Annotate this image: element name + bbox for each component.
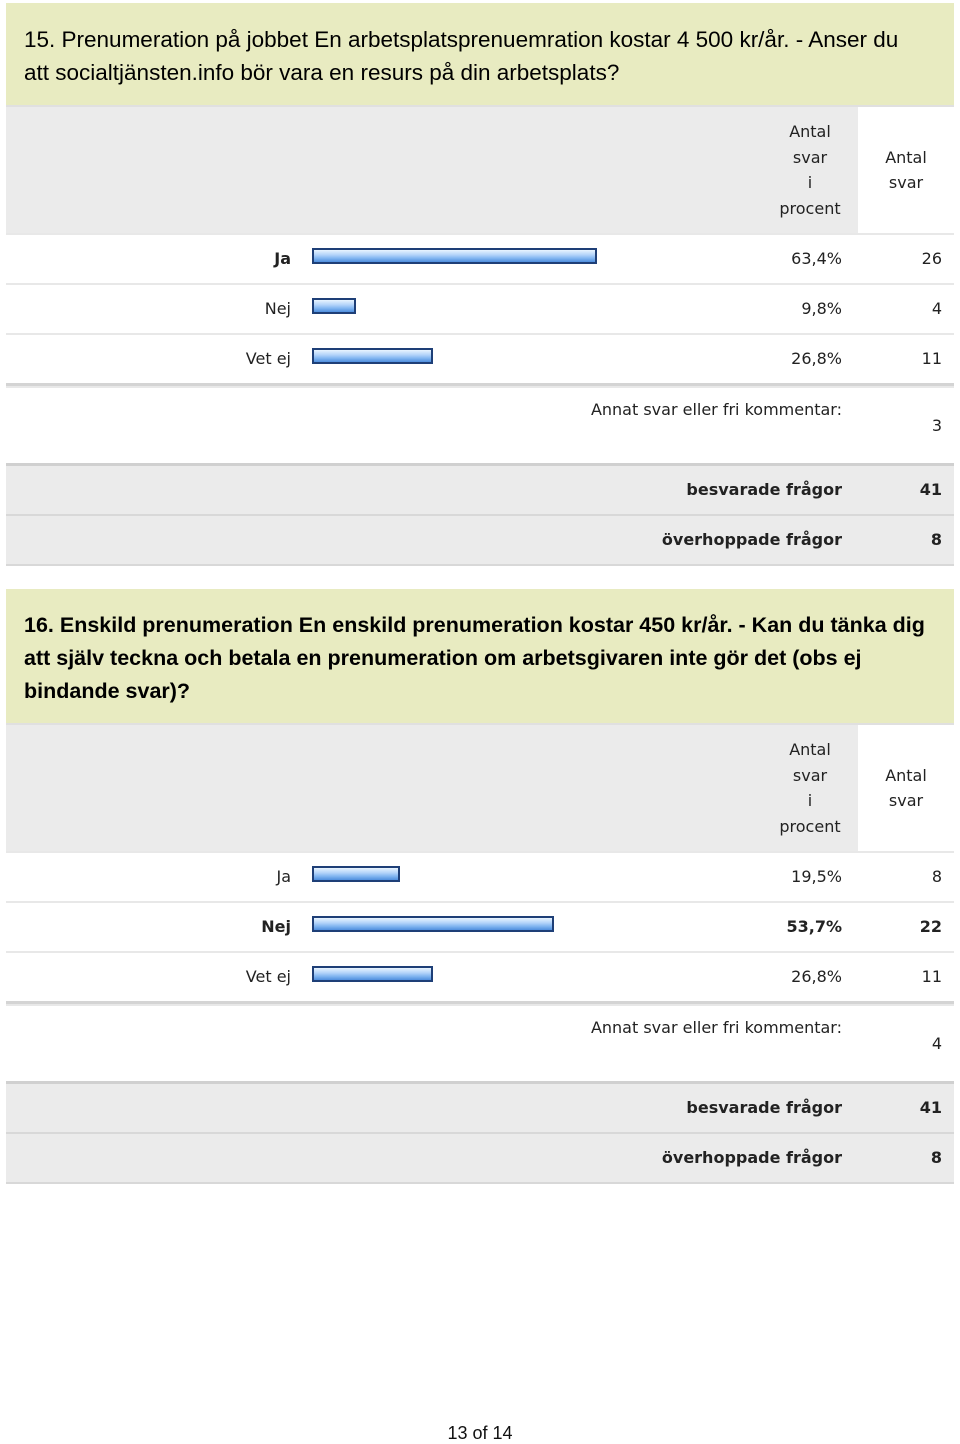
page-number: 13 of 14 [447,1423,513,1443]
skipped-count: 8 [930,530,942,549]
answer-bar [312,248,597,264]
summary-stats [6,1081,954,1184]
answer-label: Vet ej [245,967,291,986]
answer-row-ja [6,233,954,283]
answer-row-vet-ej [6,951,954,1004]
column-header [6,105,954,233]
answer-percent: 9,8% [801,299,842,318]
answer-row-nej [6,901,954,951]
answer-label: Nej [261,917,291,936]
answered-label: besvarade frågor [686,1098,842,1117]
header-percent: Antal svar i procent [779,122,841,218]
answer-bar [312,348,433,364]
question-title: 16. Enskild prenumeration En enskild prenumeration kostar 450 kr/år. - Kan du tänka dig att själv teckna och betala en prenumeration om arbetsgivaren inte gör det (obs ej bindande svar)? [6,589,954,723]
answer-count: 11 [921,967,942,986]
answered-count: 41 [919,480,942,499]
skipped-row [6,516,954,566]
skipped-count: 8 [930,1148,942,1167]
header-percent: Antal svar i procent [779,740,841,836]
answer-label: Ja [276,867,291,886]
header-count: Antal svar [858,725,954,851]
answer-row-vet-ej [6,333,954,386]
column-header [6,723,954,851]
answer-bar [312,916,554,932]
question-15 [6,3,954,566]
answer-count: 22 [919,917,942,936]
answer-row-nej [6,283,954,333]
skipped-label: överhoppade frågor [661,1148,842,1167]
summary-stats [6,463,954,566]
answer-percent: 63,4% [791,249,842,268]
answered-row [6,466,954,516]
other-comment-row [6,386,954,463]
answer-label: Vet ej [245,349,291,368]
answer-count: 26 [921,249,942,268]
question-16 [6,589,954,1184]
answer-label: Nej [264,299,291,318]
other-comment-link[interactable]: Annat svar eller fri kommentar: [590,400,842,419]
answered-count: 41 [919,1098,942,1117]
answer-count: 4 [931,299,942,318]
other-comment-count: 4 [931,1034,942,1053]
answer-count: 11 [921,349,942,368]
other-comment-link[interactable]: Annat svar eller fri kommentar: [590,1018,842,1037]
answer-percent: 26,8% [791,349,842,368]
answer-bar [312,966,433,982]
answer-percent: 19,5% [791,867,842,886]
other-comment-count: 3 [931,416,942,435]
header-count: Antal svar [858,107,954,233]
answer-percent: 53,7% [786,917,842,936]
answered-row [6,1084,954,1134]
skipped-label: överhoppade frågor [661,530,842,549]
skipped-row [6,1134,954,1184]
answer-row-ja [6,851,954,901]
answer-bar [312,298,356,314]
answer-count: 8 [931,867,942,886]
answer-bar [312,866,400,882]
question-title: 15. Prenumeration på jobbet En arbetsplatsprenuemration kostar 4 500 kr/år. - Anser du att socialtjänsten.info bör vara en resurs på din arbetsplats? [6,3,954,105]
other-comment-row [6,1004,954,1081]
answered-label: besvarade frågor [686,480,842,499]
answer-label: Ja [274,249,291,268]
answer-percent: 26,8% [791,967,842,986]
